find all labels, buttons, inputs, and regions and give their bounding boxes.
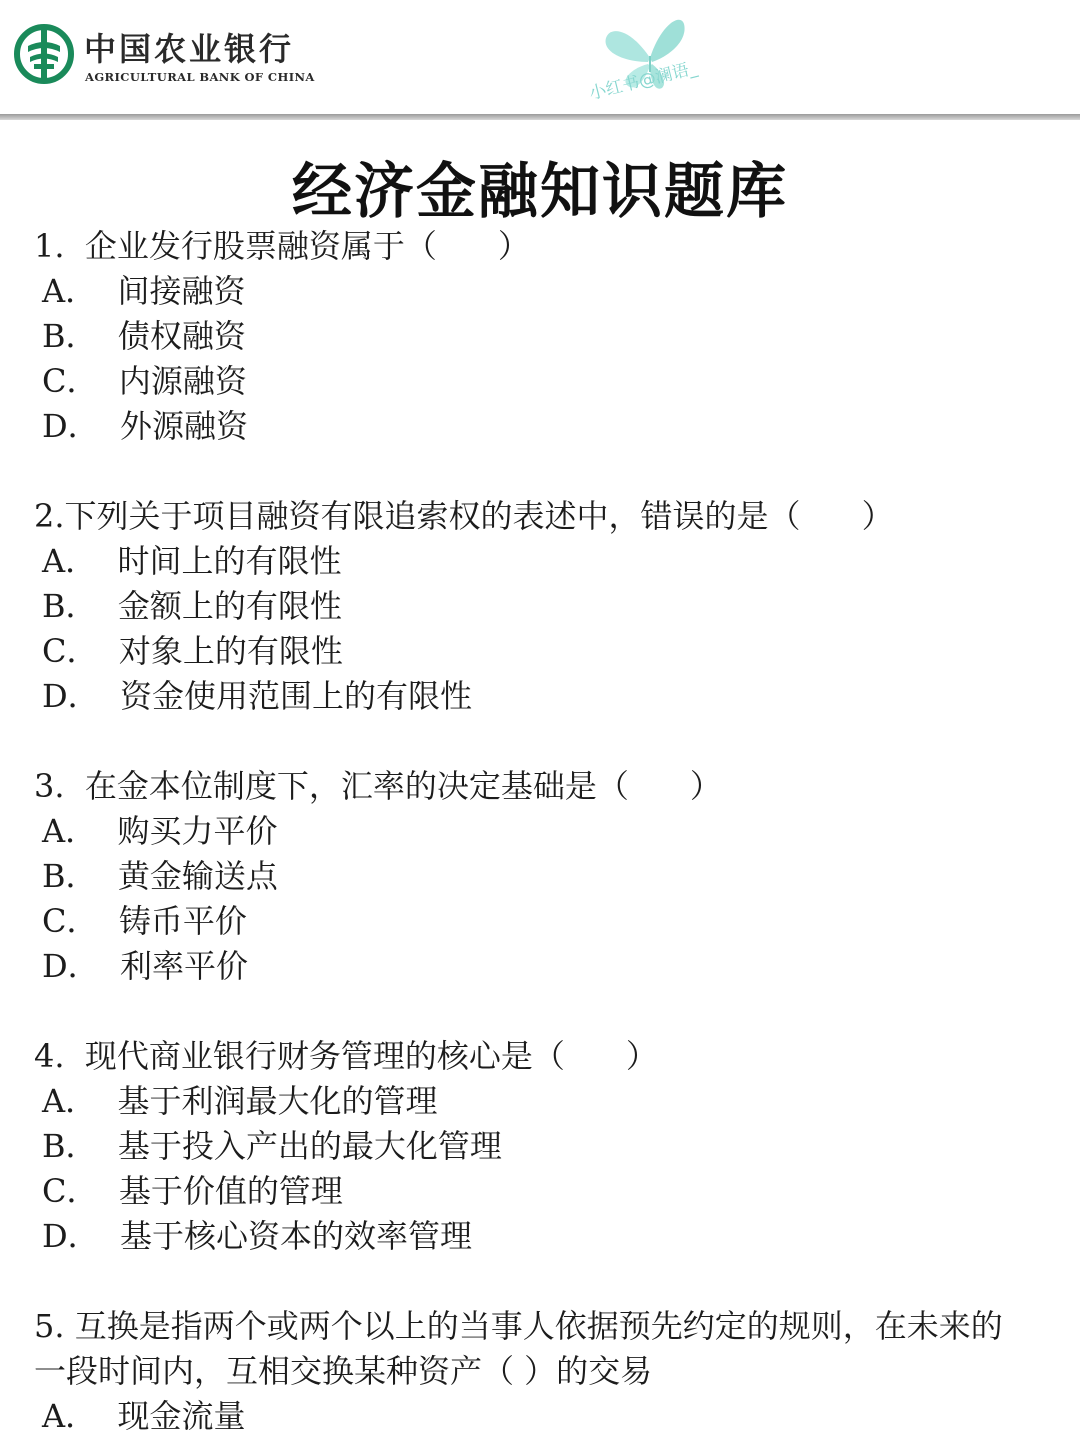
- option-c: C． 对象上的有限性: [42, 632, 343, 670]
- page-title: 经济金融知识题库: [292, 157, 788, 227]
- option-a: A． 时间上的有限性: [42, 542, 342, 580]
- option-b: B． 债权融资: [42, 317, 246, 355]
- question-item: [34, 224, 1054, 449]
- option-a: A． 间接融资: [42, 272, 246, 310]
- bank-name-cn: 中国农业银行: [84, 30, 295, 68]
- question-text: 5. 互换是指两个或两个以上的当事人依据预先约定的规则，在未来的一段时间内，互相交换某种资产（ ）的交易: [34, 1307, 1003, 1390]
- abc-logo-icon: [14, 24, 74, 84]
- option-c: C． 内源融资: [42, 362, 247, 400]
- option-d: D． 资金使用范围上的有限性: [42, 677, 473, 715]
- option-a: A． 购买力平价: [42, 812, 278, 850]
- question-item: [34, 764, 1054, 989]
- option-a: A． 现金流量: [42, 1397, 246, 1435]
- spacer: [34, 1259, 1054, 1304]
- question-text: 4. 现代商业银行财务管理的核心是（ ）: [34, 1037, 658, 1075]
- option-c: C． 铸币平价: [42, 902, 247, 940]
- option-d: D． 外源融资: [42, 407, 249, 445]
- option-d: D． 利率平价: [42, 947, 249, 985]
- question-text: 2.下列关于项目融资有限追索权的表述中，错误的是（ ）: [34, 497, 894, 535]
- spacer: [34, 989, 1054, 1034]
- question-item: [34, 1304, 1054, 1439]
- spacer: [34, 449, 1054, 494]
- option-b: B． 基于投入产出的最大化管理: [42, 1127, 502, 1165]
- header-bar: [0, 0, 1080, 116]
- option-b: B． 金额上的有限性: [42, 587, 342, 625]
- question-item: [34, 1034, 1054, 1259]
- question-text: 1. 企业发行股票融资属于（ ）: [34, 227, 530, 265]
- question-text: 3. 在金本位制度下，汇率的决定基础是（ ）: [34, 767, 722, 805]
- spacer: [34, 719, 1054, 764]
- watermark-text: 小红书@澜语_: [587, 58, 700, 105]
- option-b: B． 黄金输送点: [42, 857, 278, 895]
- option-d: D． 基于核心资本的效率管理: [42, 1217, 473, 1255]
- header-divider: [0, 114, 1080, 120]
- option-c: C． 基于价值的管理: [42, 1172, 343, 1210]
- question-item: [34, 494, 1054, 719]
- option-a: A． 基于利润最大化的管理: [42, 1082, 438, 1120]
- bank-name-en: AGRICULTURAL BANK OF CHINA: [85, 70, 315, 84]
- question-list: [34, 224, 1054, 1439]
